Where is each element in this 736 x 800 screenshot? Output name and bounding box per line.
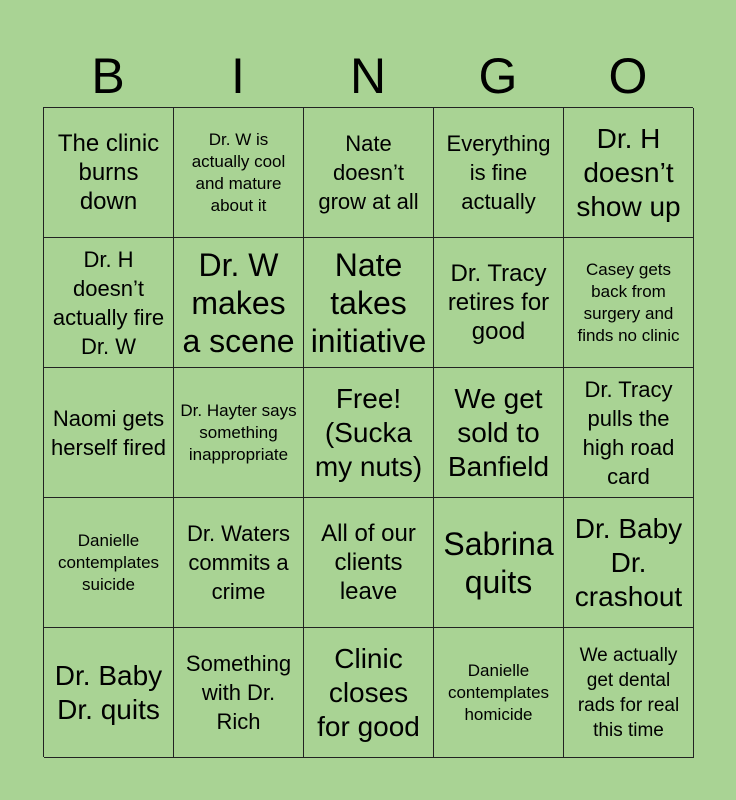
cell-text: Sabrina quits	[443, 525, 554, 600]
bingo-cell-r1c2[interactable]	[174, 108, 304, 238]
cell-text: Dr. H doesn’t show up	[576, 122, 681, 222]
cell-text: We get sold to Banfield	[447, 382, 550, 482]
bingo-cell-r2c1[interactable]	[44, 238, 174, 368]
bingo-cell-r2c4[interactable]	[434, 238, 564, 368]
header-letter-n: N	[349, 48, 387, 104]
cell-text: Dr. Tracy retires for good	[447, 260, 550, 345]
cell-text: Everything is fine actually	[446, 131, 551, 214]
bingo-cell-r3c1[interactable]	[44, 368, 174, 498]
cell-text: Dr. Baby Dr. quits	[54, 659, 163, 725]
bingo-cell-r5c2[interactable]	[174, 628, 304, 758]
cell-text: Casey gets back from surgery and finds no clinic	[577, 259, 680, 345]
bingo-cell-r1c3[interactable]	[304, 108, 434, 238]
bingo-cell-r5c3[interactable]	[304, 628, 434, 758]
bingo-card	[43, 107, 693, 757]
header-letter-o: O	[608, 48, 648, 104]
bingo-cell-r1c4[interactable]	[434, 108, 564, 238]
header-letter-b: B	[91, 48, 125, 104]
bingo-cell-r5c5[interactable]	[564, 628, 694, 758]
cell-text: The clinic burns down	[57, 130, 160, 215]
cell-text: Nate takes initiative	[310, 246, 427, 359]
bingo-cell-r2c3[interactable]	[304, 238, 434, 368]
cell-text: Dr. Tracy pulls the high road card	[582, 376, 675, 489]
bingo-header	[43, 44, 693, 108]
bingo-cell-r3c4[interactable]	[434, 368, 564, 498]
header-letter-i: I	[231, 48, 245, 104]
bingo-cell-r1c5[interactable]	[564, 108, 694, 238]
bingo-cell-r3c3[interactable]	[304, 368, 434, 498]
cell-text: Dr. W is actually cool and mature about it	[191, 129, 286, 215]
bingo-cell-r3c5[interactable]	[564, 368, 694, 498]
cell-text: Dr. Baby Dr. crashout	[574, 512, 683, 612]
bingo-cell-r2c5[interactable]	[564, 238, 694, 368]
cell-text: All of our clients leave	[321, 520, 416, 605]
cell-text: Something with Dr. Rich	[185, 651, 292, 734]
bingo-cell-r5c4[interactable]	[434, 628, 564, 758]
bingo-cell-r4c2[interactable]	[174, 498, 304, 628]
cell-text: We actually get dental rads for real this time	[577, 644, 680, 741]
cell-text: Dr. W makes a scene	[182, 246, 295, 359]
cell-text: Dr. H doesn’t actually fire Dr. W	[52, 246, 165, 359]
bingo-cell-r3c2[interactable]	[174, 368, 304, 498]
bingo-cell-r4c4[interactable]	[434, 498, 564, 628]
cell-text: Danielle contemplates suicide	[57, 530, 160, 594]
bingo-cell-r4c3[interactable]	[304, 498, 434, 628]
bingo-cell-r2c2[interactable]	[174, 238, 304, 368]
cell-text: Naomi gets herself fired	[51, 405, 166, 460]
cell-text: Danielle contemplates homicide	[447, 660, 550, 724]
bingo-cell-r4c5[interactable]	[564, 498, 694, 628]
bingo-cell-r5c1[interactable]	[44, 628, 174, 758]
cell-text: Free! (Sucka my nuts)	[314, 382, 423, 482]
header-letter-g: G	[478, 48, 518, 104]
cell-text: Clinic closes for good	[317, 642, 420, 742]
bingo-cell-r1c1[interactable]	[44, 108, 174, 238]
cell-text: Dr. Hayter says something inappropriate	[180, 400, 297, 464]
cell-text: Dr. Waters commits a crime	[186, 521, 291, 604]
bingo-cell-r4c1[interactable]	[44, 498, 174, 628]
cell-text: Nate doesn’t grow at all	[318, 131, 419, 214]
